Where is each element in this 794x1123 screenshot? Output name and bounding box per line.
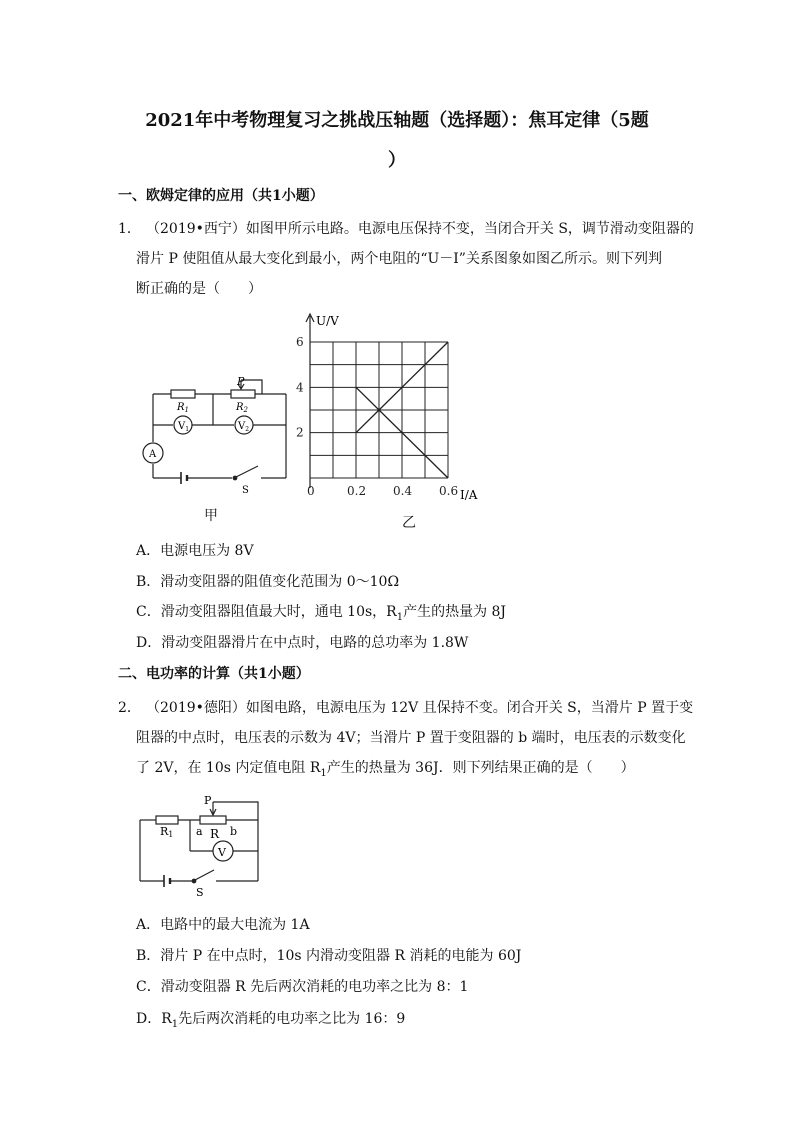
x-tick-label: 0.6 bbox=[439, 484, 459, 498]
q2-option-a[interactable]: A．电路中的最大电流为 1A bbox=[136, 917, 310, 933]
svg-text:R1: $R_1$ bbox=[177, 402, 189, 414]
q1-option-c[interactable]: C．滑动变阻器阻值最大时，通电 10s，$R_1$产生的热量为 8J bbox=[136, 604, 507, 623]
q2-option-c[interactable]: C．滑动变阻器 R 先后两次消耗的电功率之比为 8：1 bbox=[136, 979, 469, 995]
page-title: 2021年中考物理复习之挑战压轴题（选择题）：焦耳定律（5题 bbox=[145, 110, 649, 131]
page-title-continued: ） bbox=[388, 150, 406, 171]
question-1-line-2: 滑片 P 使阻值从最大变化到最小，两个电阻的“U－I”关系图象如图乙所示。则下列判 bbox=[136, 251, 662, 267]
question-2-number: 2． bbox=[118, 700, 141, 716]
figure-label-jia: 甲 bbox=[204, 508, 218, 524]
svg-text:V: V bbox=[218, 846, 226, 859]
svg-text:V2: $V_2$ bbox=[238, 421, 250, 433]
svg-text:A: A bbox=[149, 449, 157, 460]
question-1-line-1: （2019•西宁）如图甲所示电路。电源电压保持不变，当闭合开关 S，调节滑动变阻器的 bbox=[146, 221, 694, 237]
svg-text:P: P bbox=[204, 794, 212, 807]
question-2-line-1: （2019•德阳）如图电路，电源电压为 12V 且保持不变。闭合开关 S，当滑片 P 置于变 bbox=[146, 700, 694, 716]
q1-option-a[interactable]: A．电源电压为 8V bbox=[136, 543, 254, 559]
svg-text:V1: $V_1$ bbox=[178, 421, 190, 433]
question-1-line-3: 断正确的是（ ） bbox=[136, 281, 262, 297]
svg-text:R2: $R_2$ bbox=[236, 402, 248, 414]
y-axis-label: U/V bbox=[316, 314, 339, 328]
x-tick-label: 0.4 bbox=[393, 484, 413, 498]
q2-option-b[interactable]: B．滑片 P 在中点时，10s 内滑动变阻器 R 消耗的电能为 60J bbox=[136, 948, 522, 964]
y-tick-label: 2 bbox=[296, 425, 304, 440]
q1-option-b[interactable]: B．滑动变阻器的阻值变化范围为 0～10Ω bbox=[136, 574, 400, 590]
u-i-chart bbox=[290, 308, 490, 508]
svg-text:S: S bbox=[242, 485, 249, 496]
section-heading-ohms-law: 一、欧姆定律的应用（共1小题） bbox=[118, 188, 324, 204]
resistor-r1 bbox=[156, 816, 178, 824]
circuit-diagram-q2 bbox=[134, 790, 274, 900]
x-tick-label: 0.2 bbox=[347, 484, 367, 498]
resistor-r1 bbox=[171, 390, 195, 398]
figure-label-yi: 乙 bbox=[402, 515, 416, 531]
question-2-line-2: 阻器的中点时，电压表的示数为 4V；当滑片 P 置于变阻器的 b 端时，电压表的示数变化 bbox=[136, 730, 686, 746]
rheostat-r bbox=[200, 816, 226, 824]
svg-text:S: S bbox=[196, 886, 204, 899]
circuit-diagram-jia bbox=[136, 368, 296, 528]
question-2-line-3: 了 2V，在 10s 内定值电阻 $R_1$产生的热量为 36J．则下列结果正确的是（ ） bbox=[136, 760, 635, 779]
question-1-number: 1． bbox=[118, 221, 141, 237]
svg-text:R: R bbox=[210, 827, 220, 841]
svg-text:a: a bbox=[196, 825, 203, 838]
y-tick-label: 6 bbox=[296, 335, 304, 349]
q1-option-d[interactable]: D．滑动变阻器滑片在中点时，电路的总功率为 1.8W bbox=[136, 635, 469, 651]
q2-option-d[interactable]: D．$R_1$先后两次消耗的电功率之比为 16：9 bbox=[136, 1011, 406, 1030]
svg-text:b: b bbox=[230, 825, 238, 838]
x-axis-label: I/A bbox=[460, 488, 478, 502]
x-tick-label: 0 bbox=[307, 484, 315, 498]
svg-text:R1: R1 bbox=[160, 825, 174, 839]
y-tick-label: 4 bbox=[296, 380, 304, 395]
resistor-r2 bbox=[231, 390, 255, 398]
section-heading-electric-power: 二、电功率的计算（共1小题） bbox=[118, 666, 310, 682]
svg-text:P: P bbox=[237, 375, 245, 388]
